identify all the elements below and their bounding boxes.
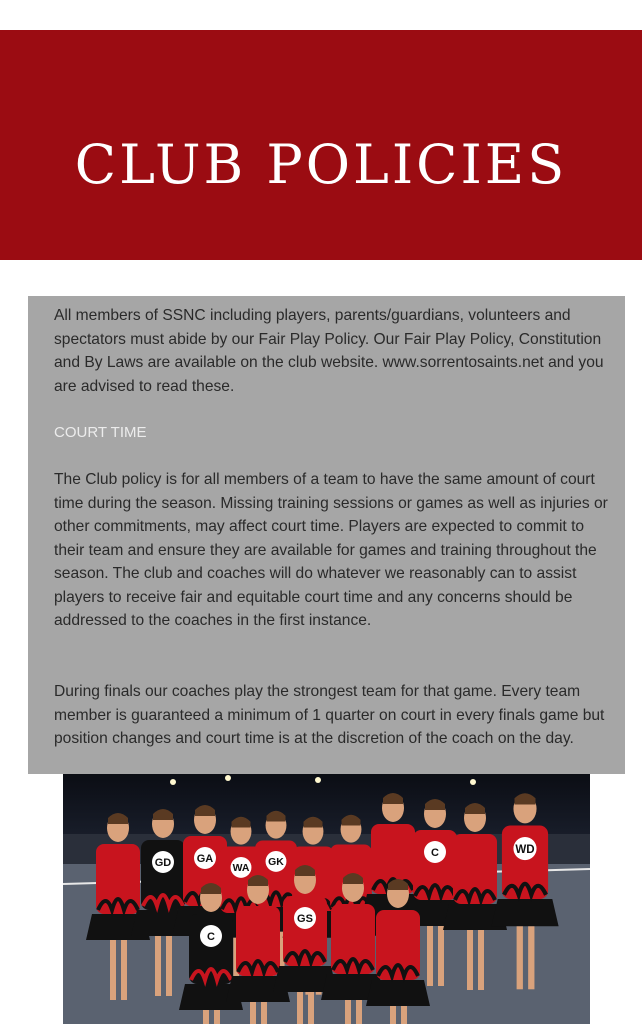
bib-label: GD xyxy=(154,857,172,869)
policy-panel xyxy=(28,296,625,774)
bib-label: WA xyxy=(232,863,250,875)
bib-label: C xyxy=(431,847,439,859)
bib-label: C xyxy=(207,931,215,943)
court-time-heading: COURT TIME xyxy=(54,424,147,441)
finals-paragraph: During finals our coaches play the strongest team for that game. Every team member is guaranteed a minimum of 1 quarter on court in every finals game but position changes and court time is at the discretion of the coach on the day. xyxy=(54,683,605,747)
court-time-paragraph: The Club policy is for all members of a team to have the same amount of court time during the season. Missing training sessions or games as well as injuries or other commitments, may affect court time. Players are expected to commit to their team and ensure they are available for games and training throughout the season. The club and coaches will do whatever we reasonably can to assist players to receive fair and equitable court time and any concerns should be addressed to the coaches in the first instance. xyxy=(54,471,608,629)
bib-label: WD xyxy=(515,843,535,856)
title-banner xyxy=(0,30,642,260)
bib-label: GK xyxy=(268,857,284,869)
bib-label: GS xyxy=(297,913,313,925)
intro-paragraph: All members of SSNC including players, parents/guardians, volunteers and spectators must abide by our Fair Play Policy. Our Fair Play Policy, Constitution and By Laws are available on the club website. www.sorrentosaints.net and you are advised to read these. xyxy=(54,307,604,395)
team-photo xyxy=(63,774,590,1024)
page-title: CLUB POLICIES xyxy=(74,133,568,196)
bib-label: GA xyxy=(196,853,214,865)
